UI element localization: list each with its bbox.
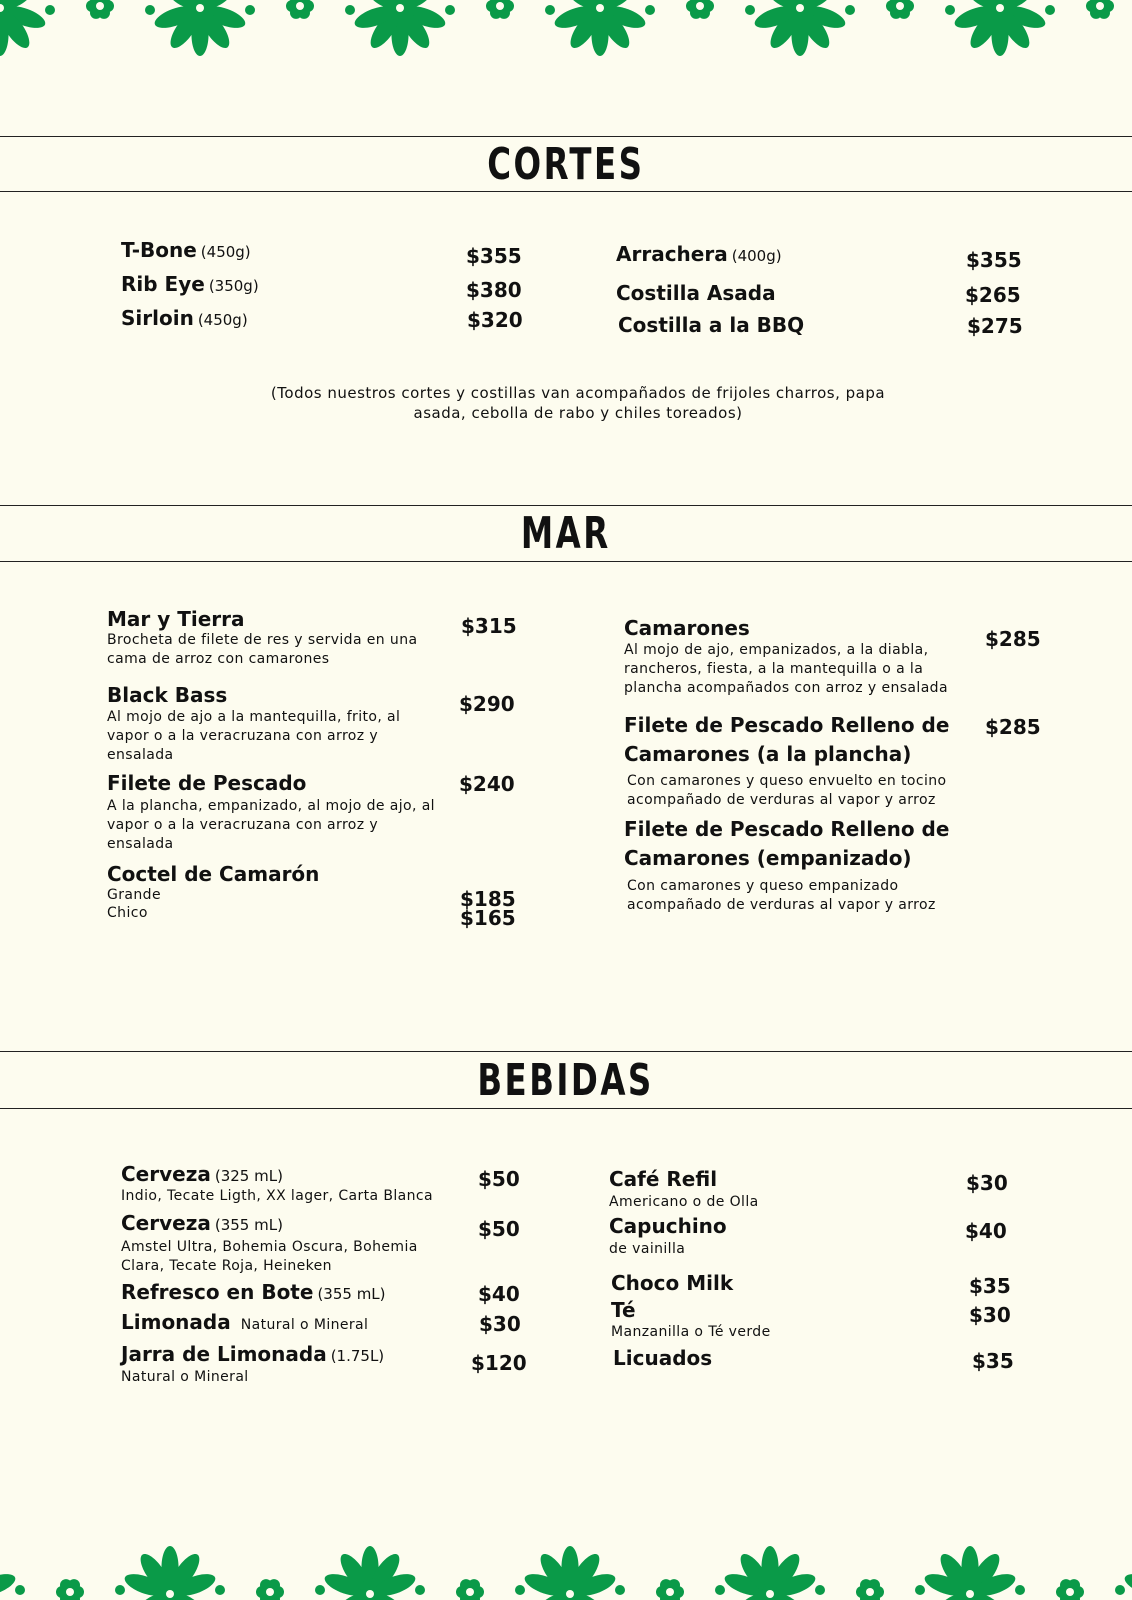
item-name: Cerveza [121,1162,211,1186]
item-name: Coctel de Camarón [107,862,320,886]
item-name: Filete de Pescado [107,771,307,795]
item-size: (400g) [731,247,782,265]
item-name: Jarra de Limonada [121,1342,327,1366]
cortes-section-title: CORTES [487,138,645,190]
item-name: Choco Milk [611,1271,734,1295]
flower-motif-icon [922,1546,1018,1600]
item-name: Mar y Tierra [107,607,245,631]
item-name: Capuchino [609,1214,727,1238]
item-description: Indio, Tecate Ligth, XX lager, Carta Blanca [121,1188,434,1204]
mar-section-header [0,505,1132,562]
menu-item [121,1211,283,1235]
bebidas-section-title: BEBIDAS [477,1054,655,1106]
item-price: $285 [985,715,1041,739]
item-price: $275 [967,314,1023,338]
flower-motif-icon [522,1546,618,1600]
papel-picado-border-icon [0,0,1132,80]
flower-motif-icon [752,0,848,56]
item-description: Natural o Mineral [121,1369,249,1385]
item-price: $30 [479,1312,521,1336]
flower-motif-icon [152,0,248,56]
small-flower-icon [86,0,114,19]
item-name: Licuados [613,1346,713,1370]
menu-item [121,1310,368,1334]
item-name: Té [611,1298,636,1322]
cortes-side-note: (Todos nuestros cortes y costillas van acompañados de frijoles charros, papa asada, cebolla de rabo y chiles toreados) [270,384,886,422]
item-price: $355 [966,248,1022,272]
option-label: Chico [107,905,148,921]
small-flower-icon [1056,1579,1084,1600]
item-name: Filete de Pescado Relleno de Camarones (empanizado) [624,817,950,870]
small-flower-icon [286,0,314,19]
menu-item [121,306,248,330]
item-size: (325 mL) [214,1167,283,1185]
item-price: $40 [965,1219,1007,1243]
small-flower-icon [886,0,914,19]
small-flower-icon [256,1579,284,1600]
item-description: Con camarones y queso envuelto en tocino acompañado de verduras al vapor y arroz [627,773,947,808]
item-price: $120 [471,1351,527,1375]
item-price: $320 [467,308,523,332]
item-description: Con camarones y queso empanizado acompañado de verduras al vapor y arroz [627,878,936,913]
item-description: Brocheta de filete de res y servida en una cama de arroz con camarones [107,632,418,667]
flower-motif-icon [552,0,648,56]
item-name: Filete de Pescado Relleno de Camarones (a la plancha) [624,713,950,766]
flower-motif-icon [0,1546,18,1600]
small-flower-icon [486,0,514,19]
flower-motif-icon [322,1546,418,1600]
item-name: Cerveza [121,1211,211,1235]
flower-motif-icon [722,1546,818,1600]
item-name: Refresco en Bote [121,1280,314,1304]
item-price: $50 [478,1217,520,1241]
item-description: Amstel Ultra, Bohemia Oscura, Bohemia Clara, Tecate Roja, Heineken [121,1239,418,1274]
item-name: Limonada [121,1310,231,1334]
item-price: $35 [972,1349,1014,1373]
menu-item [121,1162,283,1186]
option-label: Grande [107,887,161,903]
item-price: $240 [459,772,515,796]
item-size: (450g) [197,311,248,329]
item-description: Al mojo de ajo a la mantequilla, frito, al vapor o a la veracruzana con arroz y ensalada [107,709,401,763]
item-description: Al mojo de ajo, empanizados, a la diabla, rancheros, fiesta, a la mantequilla o a la plancha acompañados con arroz y ensalada [624,642,948,696]
item-price: $40 [478,1282,520,1306]
item-description: Americano o de Olla [609,1194,759,1210]
flower-motif-icon [0,0,48,56]
bottom-decorative-border [0,1520,1132,1600]
top-decorative-border [0,0,1132,80]
menu-item [121,1342,384,1366]
item-price: $30 [966,1171,1008,1195]
item-size: (1.75L) [330,1347,385,1365]
item-name: T-Bone [121,238,197,262]
small-flower-icon [686,0,714,19]
item-name: Café Refil [609,1167,718,1191]
item-name: Black Bass [107,683,228,707]
item-price: $285 [985,627,1041,651]
item-name: Costilla a la BBQ [618,313,805,337]
item-price: $35 [969,1274,1011,1298]
small-flower-icon [1086,0,1114,19]
menu-item [121,238,251,262]
menu-item [121,1280,386,1304]
flower-motif-icon [122,1546,218,1600]
small-flower-icon [56,1579,84,1600]
item-price: $165 [460,906,516,930]
item-description: A la plancha, empanizado, al mojo de ajo, al vapor o a la veracruzana con arroz y ensalada [107,798,435,852]
item-name: Sirloin [121,306,194,330]
item-name: Costilla Asada [616,281,776,305]
item-size: (355 mL) [214,1216,283,1234]
small-flower-icon [456,1579,484,1600]
item-price: $265 [965,283,1021,307]
flower-motif-icon [952,0,1048,56]
small-flower-icon [656,1579,684,1600]
papel-picado-border-icon [0,1520,1132,1600]
item-size: (355 mL) [317,1285,386,1303]
item-price: $30 [969,1303,1011,1327]
item-size: Natural o Mineral [240,1317,369,1333]
item-description: de vainilla [609,1241,686,1257]
bebidas-section-header [0,1051,1132,1109]
item-size: (350g) [208,277,259,295]
item-price: $185 [460,887,516,911]
item-name: Rib Eye [121,272,205,296]
item-price: $50 [478,1167,520,1191]
item-price: $380 [466,278,522,302]
menu-item [121,272,259,296]
flower-motif-icon [352,0,448,56]
item-name: Camarones [624,616,750,640]
item-price: $355 [466,244,522,268]
item-price: $315 [461,614,517,638]
item-size: (450g) [200,243,251,261]
item-description: Manzanilla o Té verde [611,1324,771,1340]
small-flower-icon [856,1579,884,1600]
menu-item [616,242,782,266]
cortes-section-header [0,136,1132,192]
item-name: Arrachera [616,242,728,266]
item-price: $290 [459,692,515,716]
mar-section-title: MAR [521,508,611,559]
